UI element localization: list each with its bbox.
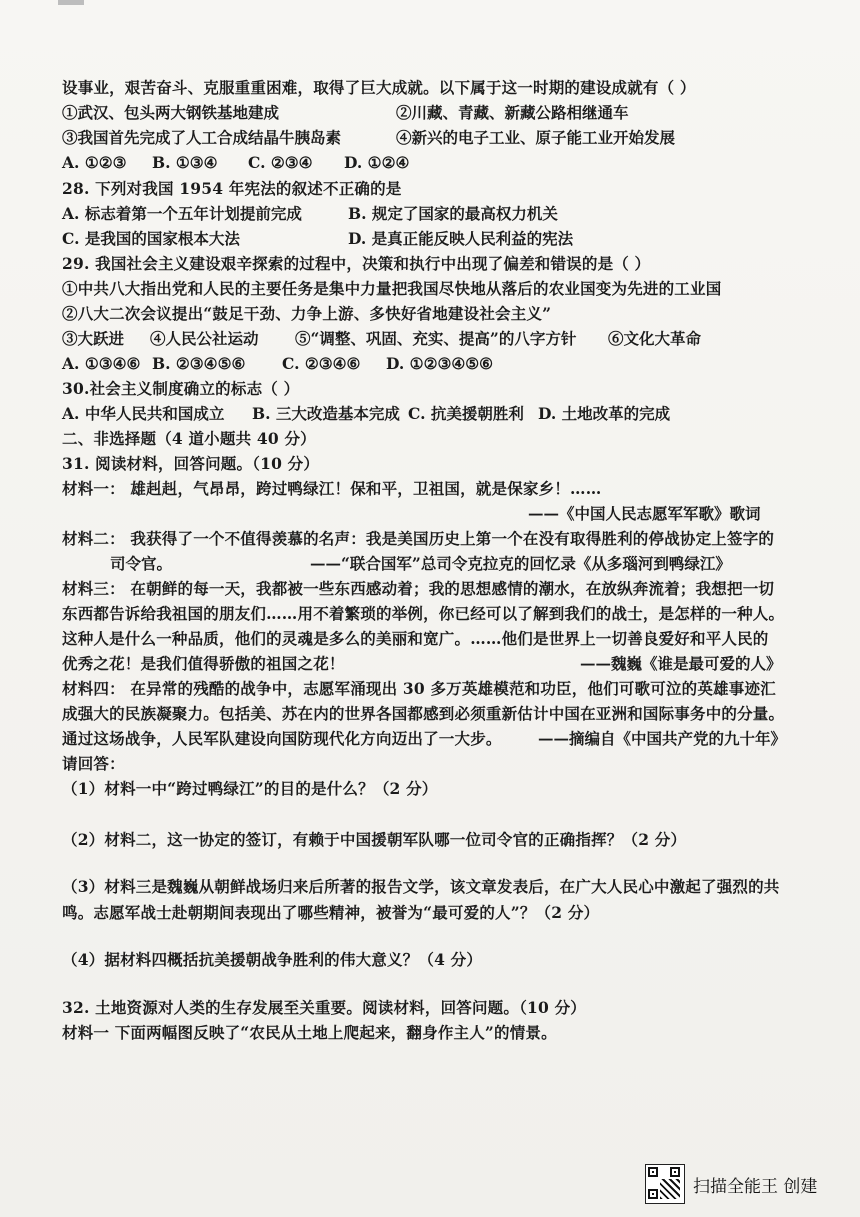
q29-item-2: ②八大二次会议提出“鼓足干劲、力争上游、多快好省地建设社会主义”	[62, 304, 552, 323]
q31-material-3-line-2: 东西都告诉给我祖国的朋友们……用不着繁琐的举例，你已经可以了解到我们的战士，是怎样的一种人。	[62, 604, 785, 623]
q28-option-c: C. 是我国的国家根本大法	[62, 229, 240, 248]
watermark-text: 扫描全能王 创建	[693, 1176, 818, 1197]
q31-material-2-line-1: 材料二： 我获得了一个不值得羡慕的名声：我是美国历史上第一个在没有取得胜利的停战协定上签字的	[62, 529, 775, 548]
q29-item-4: ④人民公社运动	[150, 329, 259, 348]
q29-option-d: D. ①②③④⑤⑥	[386, 354, 494, 373]
q27-item-1: ①武汉、包头两大钢铁基地建成	[62, 103, 280, 122]
q27-option-d: D. ①②④	[344, 153, 410, 172]
q28-stem: 28. 下列对我国 1954 年宪法的叙述不正确的是	[62, 179, 402, 198]
q30-option-d: D. 土地改革的完成	[538, 404, 671, 423]
q31-material-4-line-1: 材料四： 在异常的残酷的战争中，志愿军涌现出 30 多万英雄模范和功臣，他们可歌可泣的英雄事迹汇	[62, 679, 776, 698]
scan-mark	[58, 0, 84, 5]
q31-material-4-source: ——摘编自《中国共产党的九十年》	[538, 729, 787, 748]
q31-ask: 请回答：	[62, 754, 125, 773]
q31-stem: 31. 阅读材料，回答问题。（10 分）	[62, 454, 320, 473]
q31-material-3-line-3: 这种人是什么一种品质，他们的灵魂是多么的美丽和宽广。……他们是世界上一切善良爱好和平人民的	[62, 629, 769, 648]
q29-item-1: ①中共八大指出党和人民的主要任务是集中力量把我国尽快地从落后的农业国变为先进的工业国	[62, 279, 722, 298]
q30-option-c: C. 抗美援朝胜利	[408, 404, 524, 423]
q31-subquestion-1: （1）材料一中“跨过鸭绿江”的目的是什么？（2 分）	[62, 779, 438, 798]
q30-stem: 30.社会主义制度确立的标志（ ）	[62, 379, 300, 398]
qr-code-icon	[645, 1164, 685, 1204]
q31-material-2-line-2: 司令官。	[110, 554, 173, 573]
q31-material-4-line-2: 成强大的民族凝聚力。包括美、苏在内的世界各国都感到必须重新估计中国在亚洲和国际事务中的分量。	[62, 704, 785, 723]
q32-stem: 32. 土地资源对人类的生存发展至关重要。阅读材料，回答问题。（10 分）	[62, 998, 586, 1017]
q27-intro: 设事业，艰苦奋斗、克服重重困难，取得了巨大成就。以下属于这一时期的建设成就有（ ）	[62, 78, 696, 97]
q30-option-a: A. 中华人民共和国成立	[62, 404, 225, 423]
q28-option-d: D. 是真正能反映人民利益的宪法	[348, 229, 574, 248]
q31-material-1: 材料一： 雄赳赳，气昂昂，跨过鸭绿江！保和平，卫祖国，就是保家乡！……	[62, 479, 602, 498]
q29-option-b: B. ②③④⑤⑥	[152, 354, 246, 373]
q29-item-6: ⑥文化大革命	[608, 329, 702, 348]
q31-subquestion-2: （2）材料二，这一协定的签订，有赖于中国援朝军队哪一位司令官的正确指挥？（2 分）	[62, 830, 687, 849]
q31-material-3-line-4: 优秀之花！是我们值得骄傲的祖国之花！	[62, 654, 345, 673]
q27-item-3: ③我国首先完成了人工合成结晶牛胰岛素	[62, 128, 342, 147]
q29-item-3: ③大跃进	[62, 329, 125, 348]
q31-subquestion-4: （4）据材料四概括抗美援朝战争胜利的伟大意义？（4 分）	[62, 950, 483, 969]
q31-material-3-source: ——魏巍《谁是最可爱的人》	[580, 654, 782, 673]
q27-item-4: ④新兴的电子工业、原子能工业开始发展	[396, 128, 676, 147]
q27-option-a: A. ①②③	[62, 153, 127, 172]
q30-option-b: B. 三大改造基本完成	[252, 404, 400, 423]
q27-option-c: C. ②③④	[248, 153, 313, 172]
q31-material-1-source: ——《中国人民志愿军军歌》歌词	[528, 504, 761, 523]
q28-option-a: A. 标志着第一个五年计划提前完成	[62, 204, 302, 223]
q31-material-4-line-3: 通过这场战争，人民军队建设向国防现代化方向迈出了一大步。	[62, 729, 502, 748]
q32-material-1: 材料一 下面两幅图反映了“农民从土地上爬起来，翻身作主人”的情景。	[62, 1023, 557, 1042]
q28-option-b: B. 规定了国家的最高权力机关	[348, 204, 558, 223]
section-heading: 二、非选择题（4 道小题共 40 分）	[62, 429, 316, 448]
q29-option-c: C. ②③④⑥	[282, 354, 361, 373]
q31-subquestion-3-line-2: 鸣。志愿军战士赴朝期间表现出了哪些精神，被誉为“最可爱的人”？（2 分）	[62, 903, 600, 922]
scanner-watermark	[645, 1164, 817, 1204]
q29-option-a: A. ①③④⑥	[62, 354, 141, 373]
q27-option-b: B. ①③④	[152, 153, 218, 172]
q31-material-3-line-1: 材料三： 在朝鲜的每一天，我都被一些东西感动着；我的思想感情的潮水，在放纵奔流着；我想把一切	[62, 579, 775, 598]
q27-item-2: ②川藏、青藏、新藏公路相继通车	[396, 103, 629, 122]
q31-material-2-source: ——“联合国军”总司令克拉克的回忆录《从多瑙河到鸭绿江》	[310, 554, 731, 573]
q31-subquestion-3-line-1: （3）材料三是魏巍从朝鲜战场归来后所著的报告文学，该文章发表后，在广大人民心中激起了强烈的共	[62, 877, 780, 896]
q29-item-5: ⑤“调整、巩固、充实、提高”的八字方针	[295, 329, 577, 348]
q29-stem: 29. 我国社会主义建设艰辛探索的过程中，决策和执行中出现了偏差和错误的是（ ）	[62, 254, 651, 273]
